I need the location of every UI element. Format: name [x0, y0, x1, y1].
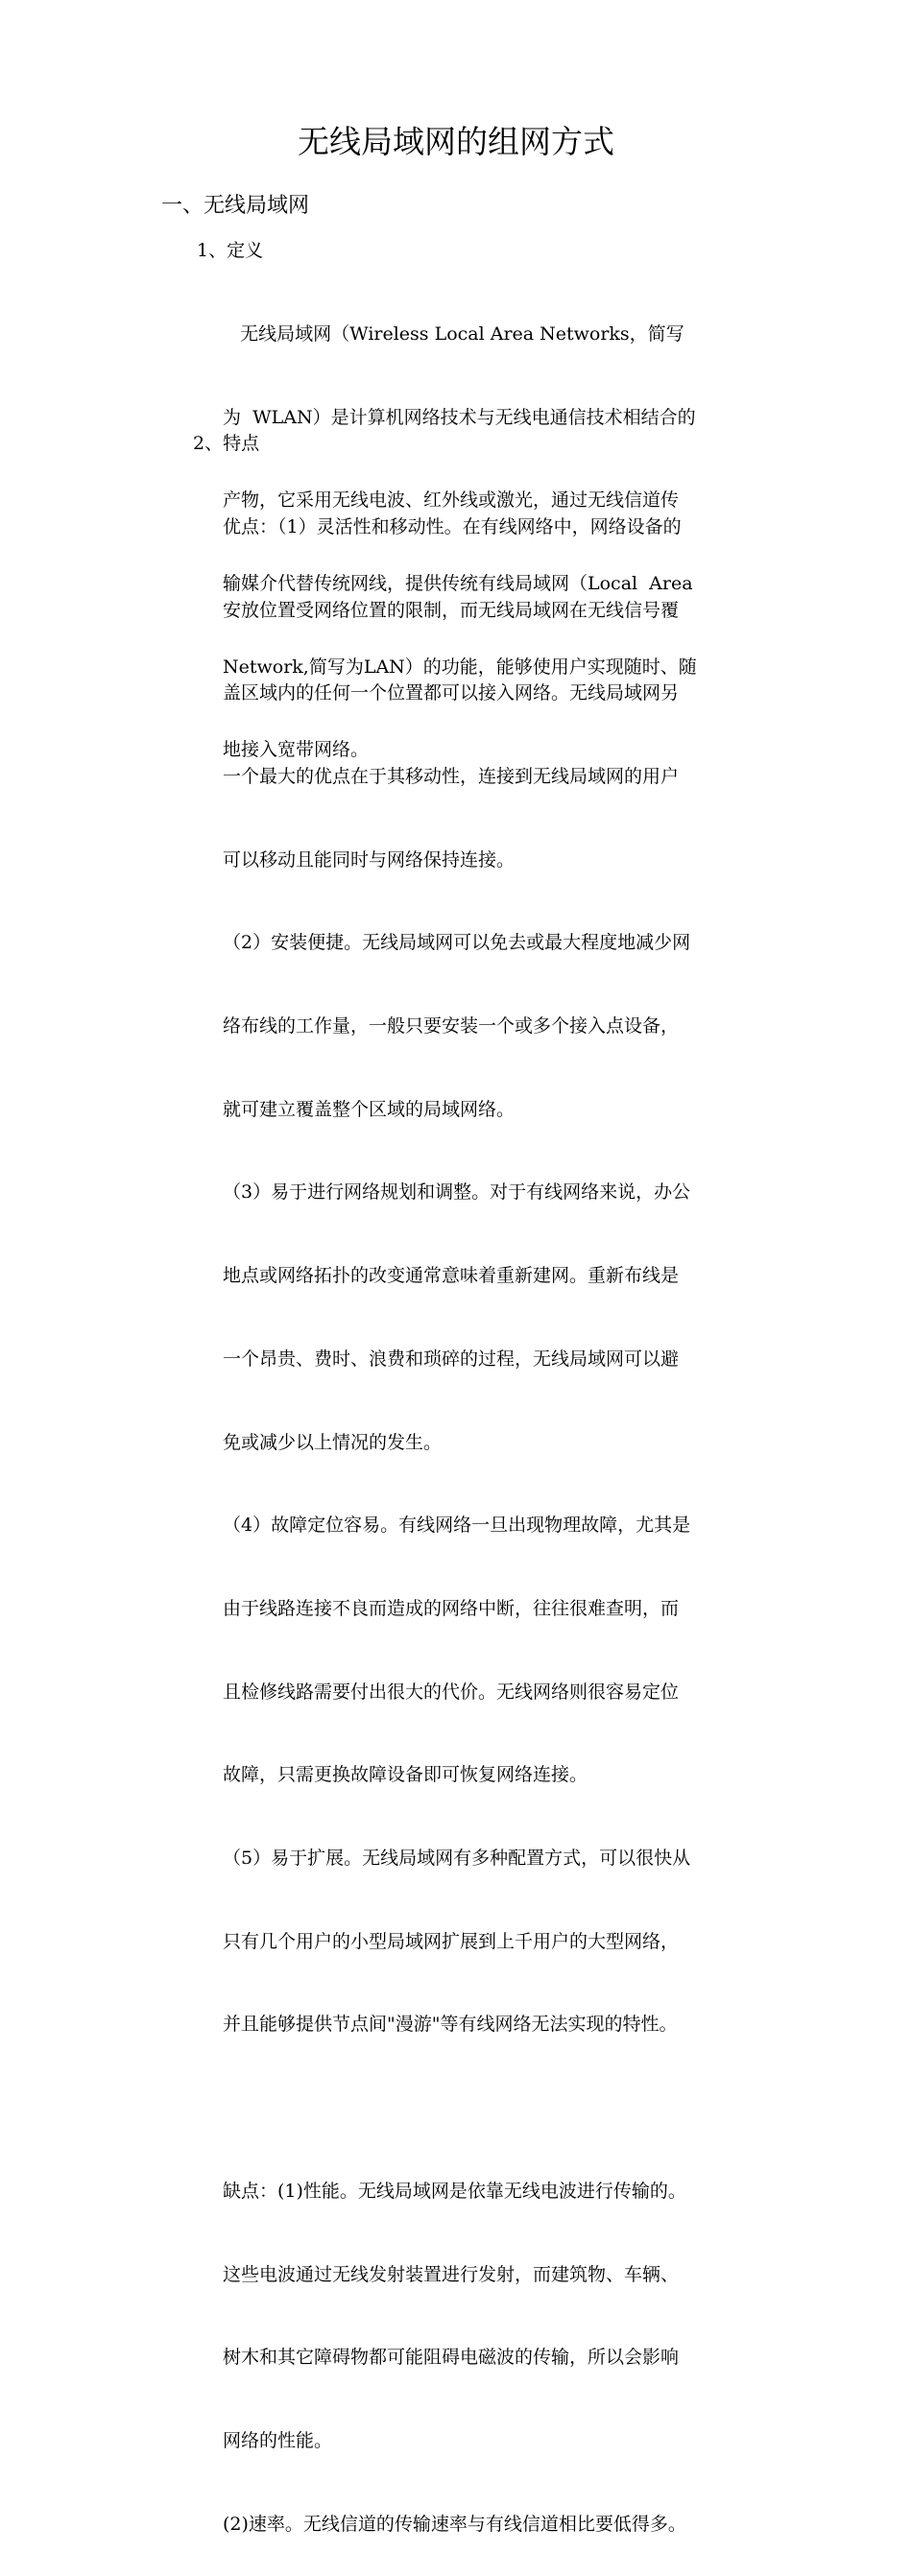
- text-line: (2)速率。无线信道的传输速率与有线信道相比要低得多。: [223, 2513, 686, 2535]
- text-line: 缺点：(1)性能。无线局域网是依靠无线电波进行传输的。: [223, 2180, 686, 2202]
- text-line: 盖区域内的任何一个位置都可以接入网络。无线局域网另: [223, 682, 680, 704]
- text-line: 地接入宽带网络。: [223, 739, 370, 761]
- document-title: 无线局域网的组网方式: [298, 123, 614, 160]
- features-paragraph: [223, 458, 760, 2576]
- text-line: （4）故障定位容易。有线网络一旦出现物理故障，尤其是: [223, 1515, 691, 1537]
- blank-line: [223, 2094, 760, 2122]
- text-line: 树木和其它障碍物都可能阻碍电磁波的传输，所以会影响: [223, 2347, 680, 2369]
- subsection-heading-features: 2、特点: [193, 433, 260, 454]
- text-line: 由于线路连接不良而造成的网络中断，往往很难查明，而: [223, 1597, 680, 1619]
- text-line: 且检修线路需要付出很大的代价。无线网络则很容易定位: [223, 1681, 680, 1703]
- text-line: 只有几个用户的小型局域网扩展到上千用户的大型网络，: [223, 1930, 680, 1952]
- text-line: 可以移动且能同时与网络保持连接。: [223, 848, 516, 871]
- section-heading: 一、无线局域网: [161, 194, 310, 218]
- text-line: 输媒介代替传统网线，提供传统有线局域网（Local Area: [223, 572, 693, 594]
- text-line: （2）安装便捷。无线局域网可以免去或最大程度地减少网: [223, 932, 691, 954]
- text-line: 网络的性能。: [223, 2429, 333, 2451]
- text-line: 安放位置受网络位置的限制，而无线局域网在无线信号覆: [223, 599, 680, 621]
- text-line: 产物，它采用无线电波、红外线或激光，通过无线信道传: [223, 489, 680, 512]
- text-line: Network,简写为LAN）的功能，能够使用户实现随时、随: [223, 656, 697, 678]
- text-line: 络布线的工作量，一般只要安装一个或多个接入点设备，: [223, 1015, 680, 1038]
- text-line: 免或减少以上情况的发生。: [223, 1431, 443, 1453]
- text-line: （3）易于进行网络规划和调整。对于有线网络来说，办公: [223, 1181, 691, 1204]
- text-line: 地点或网络拓扑的改变通常意味着重新建网。重新布线是: [223, 1265, 680, 1287]
- text-line: 一个昂贵、费时、浪费和琐碎的过程，无线局域网可以避: [223, 1348, 680, 1370]
- text-line: 故障，只需更换故障设备即可恢复网络连接。: [223, 1764, 588, 1786]
- text-line: 优点：（1）灵活性和移动性。在有线网络中，网络设备的: [223, 515, 682, 537]
- text-line: 一个最大的优点在于其移动性，连接到无线局域网的用户: [223, 765, 680, 787]
- text-line: 并且能够提供节点间"漫游"等有线网络无法实现的特性。: [223, 2014, 678, 2036]
- text-line: 这些电波通过无线发射装置进行发射，而建筑物、车辆、: [223, 2263, 680, 2285]
- text-line: （5）易于扩展。无线局域网有多种配置方式，可以很快从: [223, 1848, 691, 1870]
- text-line: 为 WLAN）是计算机网络技术与无线电通信技术相结合的: [223, 406, 696, 428]
- subsection-heading-definition: 1、定义: [197, 240, 264, 261]
- text-line: 就可建立覆盖整个区域的局域网络。: [223, 1098, 516, 1120]
- text-line: 无线局域网（Wireless Local Area Networks，简写: [223, 322, 684, 345]
